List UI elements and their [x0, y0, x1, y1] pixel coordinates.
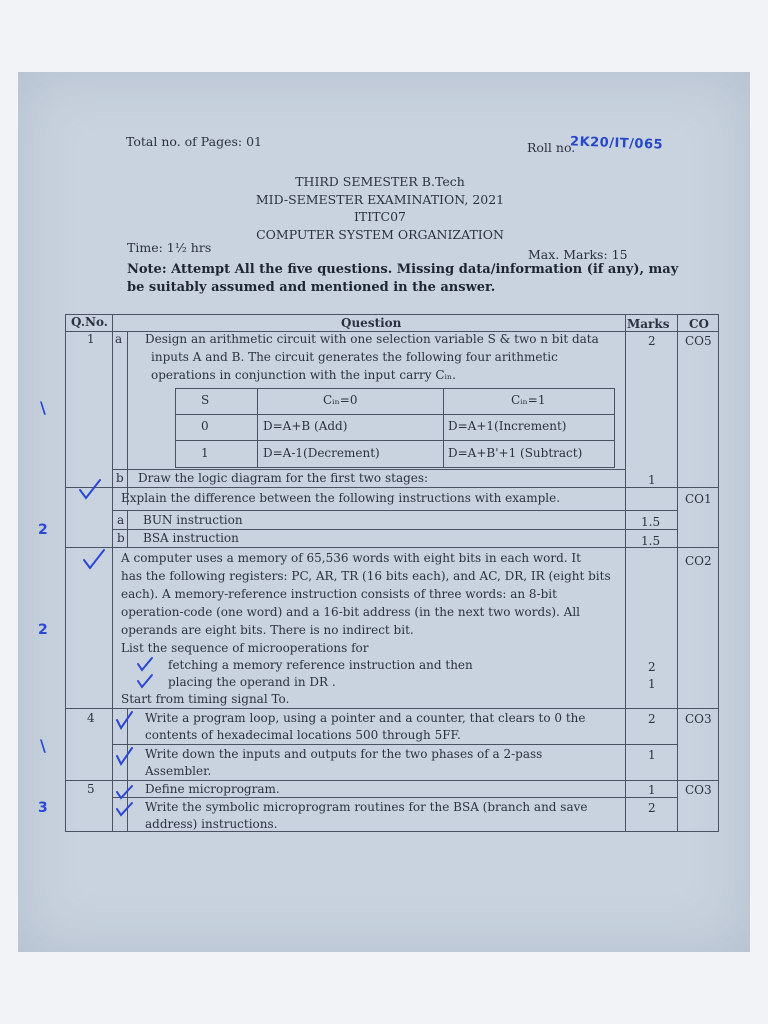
- q4a-line-1: Write a program loop, using a pointer and a counter, that clears to 0 the: [145, 711, 586, 725]
- q3-line-9: Start from timing signal To.: [121, 692, 290, 706]
- time-allowed: Time: 1½ hrs: [127, 240, 212, 255]
- roll-number-handwritten: 2K20/IT/065: [569, 134, 664, 153]
- course-name: COMPUTER SYSTEM ORGANIZATION: [256, 227, 504, 242]
- header-co: CO: [689, 317, 710, 331]
- q1b-marks: 1: [648, 473, 656, 487]
- q1a-line-3: operations in conjunction with the input carry Cᵢₙ.: [151, 368, 456, 382]
- q1b-text: Draw the logic diagram for the first two stages:: [138, 471, 429, 485]
- q2b-marks: 1.5: [641, 534, 661, 548]
- q2a-text: BUN instruction: [143, 513, 243, 527]
- q3-co: CO2: [685, 554, 712, 568]
- q3-line-2: has the following registers: PC, AR, TR (16 bits each), and AC, DR, IR (eight bits: [121, 569, 611, 583]
- margin-mark-q4: \: [40, 736, 46, 755]
- q1b-label: b: [116, 471, 124, 485]
- q5-co: CO3: [685, 783, 712, 797]
- q1a-label: a: [115, 332, 123, 346]
- header-question: Question: [341, 316, 402, 330]
- q3-line-5: operands are eight bits. There is no indirect bit.: [121, 623, 414, 637]
- question-table: [65, 314, 719, 832]
- q4b-line-1: Write down the inputs and outputs for the two phases of a 2-pass: [145, 747, 543, 761]
- op-row1-cin0: D=A+B (Add): [263, 419, 348, 433]
- margin-mark-q5: 3: [38, 800, 48, 816]
- exam-title: MID-SEMESTER EXAMINATION, 2021: [255, 192, 505, 207]
- q3-part2-marks: 1: [648, 677, 656, 691]
- q2b-text: BSA instruction: [143, 531, 239, 545]
- semester-title: THIRD SEMESTER B.Tech: [295, 174, 465, 189]
- q1a-line-1: Design an arithmetic circuit with one selection variable S & two n bit data: [145, 332, 599, 346]
- q4b-line-2: Assembler.: [145, 764, 212, 778]
- max-marks: Max. Marks: 15: [528, 247, 628, 262]
- op-row2-cin1: D=A+B'+1 (Subtract): [448, 446, 583, 460]
- q1-number: 1: [87, 332, 95, 346]
- op-header-s: S: [201, 393, 210, 407]
- q2a-marks: 1.5: [641, 515, 661, 529]
- op-row1-cin1: D=A+1(Increment): [448, 419, 567, 433]
- q5a-marks: 1: [648, 783, 656, 797]
- roll-label: Roll no.: [527, 140, 576, 155]
- q1-co: CO5: [685, 334, 712, 348]
- q3-line-6: List the sequence of microoperations for: [121, 641, 369, 655]
- margin-mark-q2: 2: [38, 522, 48, 538]
- header-marks: Marks: [627, 317, 670, 331]
- q4-co: CO3: [685, 712, 712, 726]
- q3-line-3: each). A memory-reference instruction consists of three words: an 8-bit: [121, 587, 557, 601]
- q4-number: 4: [87, 711, 95, 725]
- operations-table: [175, 388, 615, 468]
- q4b-marks: 1: [648, 748, 656, 762]
- course-code: ITITC07: [353, 209, 407, 224]
- q3-part1-marks: 2: [648, 660, 656, 674]
- q5-number: 5: [87, 782, 95, 796]
- q5b-line-2: address) instructions.: [145, 817, 278, 831]
- note-line-2: be suitably assumed and mentioned in the answer.: [127, 280, 496, 295]
- op-row2-s: 1: [201, 446, 209, 460]
- q2a-label: a: [117, 513, 125, 527]
- q3-line-8: placing the operand in DR .: [168, 675, 336, 689]
- q5b-line-1: Write the symbolic microprogram routines for the BSA (branch and save: [145, 800, 588, 814]
- op-row1-s: 0: [201, 419, 209, 433]
- q4a-line-2: contents of hexadecimal locations 500 through 5FF.: [145, 728, 461, 742]
- q3-line-4: operation-code (one word) and a 16-bit address (in the next two words). All: [121, 605, 581, 619]
- q2b-label: b: [117, 531, 125, 545]
- margin-mark-q3: 2: [38, 622, 48, 638]
- note-line-1: Note: Attempt All the five questions. Missing data/information (if any), may: [127, 262, 679, 277]
- q5a-text: Define microprogram.: [145, 782, 280, 796]
- q4a-marks: 2: [648, 712, 656, 726]
- header-qno: Q.No.: [71, 315, 108, 329]
- q2-co: CO1: [685, 492, 712, 506]
- op-header-cin0: Cᵢₙ=0: [323, 393, 358, 407]
- q5b-marks: 2: [648, 801, 656, 815]
- op-header-cin1: Cᵢₙ=1: [511, 393, 546, 407]
- q1a-marks: 2: [648, 334, 656, 348]
- margin-mark-q1: \: [40, 398, 46, 417]
- q3-line-7: fetching a memory reference instruction and then: [168, 658, 473, 672]
- q2-text: Explain the difference between the following instructions with example.: [121, 491, 561, 505]
- total-pages: Total no. of Pages: 01: [126, 134, 262, 149]
- q1a-line-2: inputs A and B. The circuit generates the following four arithmetic: [151, 350, 558, 364]
- q3-line-1: A computer uses a memory of 65,536 words with eight bits in each word. It: [121, 551, 581, 565]
- op-row2-cin0: D=A-1(Decrement): [263, 446, 380, 460]
